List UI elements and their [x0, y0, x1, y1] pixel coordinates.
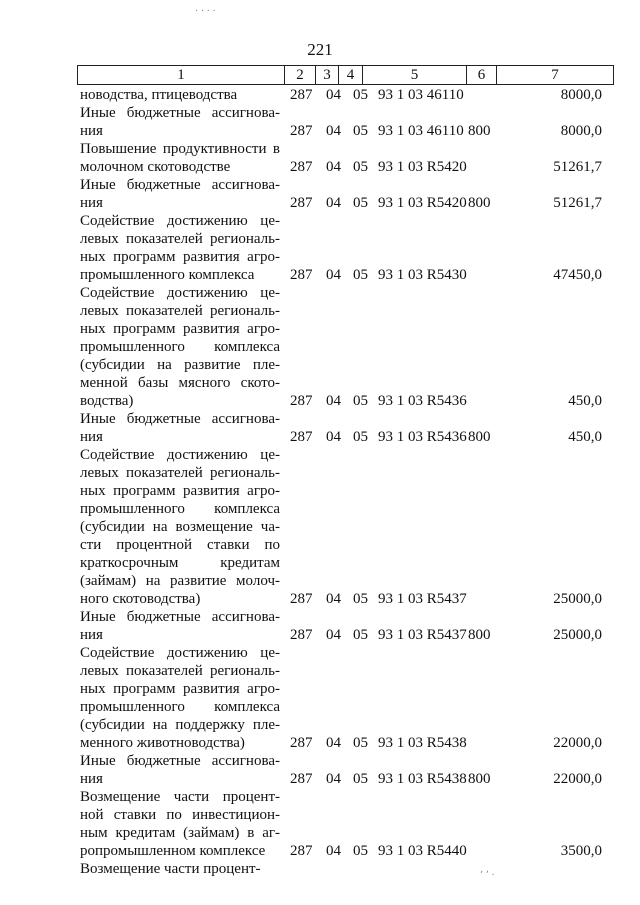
row-amount: 51261,7	[553, 159, 602, 175]
row-name	[80, 860, 280, 878]
header-col-1: 1	[77, 65, 285, 85]
row-target-article: 93 1 03 R5436	[378, 429, 467, 445]
row-target-article: 93 1 03 R5420	[378, 195, 467, 211]
row-podrazdel: 05	[353, 591, 368, 607]
row-ved: 287	[290, 195, 313, 211]
row-name-line: (займам) на развитие молоч-	[80, 573, 280, 589]
table-row	[0, 644, 640, 752]
row-razdel: 04	[326, 627, 341, 643]
row-name	[80, 86, 280, 104]
row-podrazdel: 05	[353, 771, 368, 787]
row-name-line: Содействие достижению це-	[80, 285, 280, 301]
row-name-line: ния	[80, 771, 103, 787]
row-name-line: ного скотоводства)	[80, 591, 201, 607]
row-razdel: 04	[326, 771, 341, 787]
table-row	[0, 860, 640, 878]
row-name	[80, 446, 280, 608]
row-target-article: 93 1 03 R5420	[378, 159, 467, 175]
row-name-line: промышленного комплекса	[80, 501, 280, 517]
row-name-line: левых показателей региональ-	[80, 303, 280, 319]
row-target-article: 93 1 03 R5437	[378, 627, 467, 643]
row-name-line: Содействие достижению це-	[80, 447, 280, 463]
row-expense-type: 800	[468, 195, 491, 211]
table-row	[0, 410, 640, 446]
scan-mark: · · · ·	[195, 6, 216, 17]
row-name	[80, 104, 280, 140]
row-name	[80, 752, 280, 788]
row-amount: 51261,7	[553, 195, 602, 211]
header-col-7: 7	[496, 65, 614, 85]
row-name-line: ным кредитам (займам) в аг-	[80, 825, 280, 841]
row-name-line: ных программ развития агро-	[80, 681, 280, 697]
table-row	[0, 212, 640, 284]
row-amount: 25000,0	[553, 627, 602, 643]
table-row	[0, 140, 640, 176]
row-podrazdel: 05	[353, 87, 368, 103]
row-podrazdel: 05	[353, 195, 368, 211]
row-ved: 287	[290, 735, 313, 751]
row-name-line: левых показателей региональ-	[80, 231, 280, 247]
table-header	[77, 65, 614, 85]
row-name-line: Повышение продуктивности в	[80, 141, 280, 157]
row-target-article: 93 1 03 46110	[378, 87, 464, 103]
row-amount: 47450,0	[553, 267, 602, 283]
row-name-line: Иные бюджетные ассигнова-	[80, 609, 280, 625]
row-ved: 287	[290, 159, 313, 175]
row-target-article: 93 1 03 R5440	[378, 843, 467, 859]
row-amount: 450,0	[568, 429, 602, 445]
row-name	[80, 644, 280, 752]
row-name-line: Возмещение части процент-	[80, 789, 280, 805]
row-razdel: 04	[326, 843, 341, 859]
row-name-line: молочном скотоводстве	[80, 159, 231, 175]
header-col-6: 6	[466, 65, 497, 85]
row-name	[80, 410, 280, 446]
row-amount: 8000,0	[560, 123, 602, 139]
row-name-line: менной базы мясного ското-	[80, 375, 280, 391]
row-name-line: ных программ развития агро-	[80, 249, 280, 265]
header-col-3: 3	[315, 65, 339, 85]
row-name-line: (субсидии на развитие пле-	[80, 357, 280, 373]
row-ved: 287	[290, 87, 313, 103]
row-podrazdel: 05	[353, 429, 368, 445]
table-row	[0, 446, 640, 608]
table-row	[0, 104, 640, 140]
row-ved: 287	[290, 843, 313, 859]
table-row	[0, 752, 640, 788]
row-name-line: (субсидии на возмещение ча-	[80, 519, 280, 535]
table-row	[0, 86, 640, 104]
row-name-line: сти процентной ставки по	[80, 537, 280, 553]
row-amount: 22000,0	[553, 771, 602, 787]
table-row	[0, 176, 640, 212]
row-name-line: Содействие достижению це-	[80, 645, 280, 661]
row-podrazdel: 05	[353, 735, 368, 751]
row-target-article: 93 1 03 R5436	[378, 393, 467, 409]
table-row	[0, 284, 640, 410]
row-name	[80, 212, 280, 284]
row-name-line: ной ставки по инвестицион-	[80, 807, 280, 823]
row-name-line: Иные бюджетные ассигнова-	[80, 411, 280, 427]
row-name-line: ния	[80, 123, 103, 139]
row-ved: 287	[290, 123, 313, 139]
row-expense-type: 800	[468, 429, 491, 445]
row-podrazdel: 05	[353, 123, 368, 139]
row-amount: 22000,0	[553, 735, 602, 751]
row-expense-type: 800	[468, 771, 491, 787]
row-name-line: менного животноводства)	[80, 735, 245, 751]
row-name-line: ния	[80, 429, 103, 445]
row-ved: 287	[290, 771, 313, 787]
row-name-line: промышленного комплекса	[80, 267, 255, 283]
row-target-article: 93 1 03 R5430	[378, 267, 467, 283]
row-name-line: левых показателей региональ-	[80, 465, 280, 481]
table-row	[0, 788, 640, 860]
row-name-line: ния	[80, 195, 103, 211]
table-row	[0, 608, 640, 644]
row-podrazdel: 05	[353, 267, 368, 283]
row-razdel: 04	[326, 267, 341, 283]
row-razdel: 04	[326, 735, 341, 751]
row-name-line: новодства, птицеводства	[80, 87, 238, 103]
row-podrazdel: 05	[353, 393, 368, 409]
row-ved: 287	[290, 393, 313, 409]
scan-mark: ٬ ٬ ·	[480, 870, 495, 881]
row-razdel: 04	[326, 591, 341, 607]
row-podrazdel: 05	[353, 159, 368, 175]
row-name-line: (субсидии на поддержку пле-	[80, 717, 280, 733]
row-name-line: Возмещение части процент-	[80, 861, 261, 877]
row-name-line: краткосрочным кредитам	[80, 555, 280, 571]
row-podrazdel: 05	[353, 627, 368, 643]
row-ved: 287	[290, 429, 313, 445]
row-podrazdel: 05	[353, 843, 368, 859]
row-name-line: Содействие достижению це-	[80, 213, 280, 229]
row-razdel: 04	[326, 159, 341, 175]
row-expense-type: 800	[468, 627, 491, 643]
row-name	[80, 140, 280, 176]
row-amount: 8000,0	[560, 87, 602, 103]
row-expense-type: 800	[468, 123, 491, 139]
row-name-line: ных программ развития агро-	[80, 321, 280, 337]
row-name-line: Иные бюджетные ассигнова-	[80, 105, 280, 121]
row-name	[80, 176, 280, 212]
header-col-4: 4	[338, 65, 363, 85]
row-amount: 450,0	[568, 393, 602, 409]
row-name-line: Иные бюджетные ассигнова-	[80, 753, 280, 769]
row-name-line: ропромышленном комплексе	[80, 843, 266, 859]
row-razdel: 04	[326, 429, 341, 445]
row-ved: 287	[290, 591, 313, 607]
row-name-line: ных программ развития агро-	[80, 483, 280, 499]
row-target-article: 93 1 03 R5438	[378, 735, 467, 751]
row-target-article: 93 1 03 R5438	[378, 771, 467, 787]
row-name-line: левых показателей региональ-	[80, 663, 280, 679]
row-razdel: 04	[326, 393, 341, 409]
row-amount: 25000,0	[553, 591, 602, 607]
row-name-line: промышленного комплекса	[80, 699, 280, 715]
header-col-5: 5	[362, 65, 467, 85]
header-col-2: 2	[284, 65, 316, 85]
row-name-line: промышленного комплекса	[80, 339, 280, 355]
row-razdel: 04	[326, 195, 341, 211]
row-name-line: водства)	[80, 393, 134, 409]
row-ved: 287	[290, 267, 313, 283]
row-razdel: 04	[326, 87, 341, 103]
page-number: 221	[307, 40, 333, 59]
row-name-line: Иные бюджетные ассигнова-	[80, 177, 280, 193]
row-name	[80, 788, 280, 860]
row-ved: 287	[290, 627, 313, 643]
row-name-line: ния	[80, 627, 103, 643]
row-target-article: 93 1 03 46110	[378, 123, 464, 139]
row-razdel: 04	[326, 123, 341, 139]
row-target-article: 93 1 03 R5437	[378, 591, 467, 607]
row-amount: 3500,0	[560, 843, 602, 859]
row-name	[80, 608, 280, 644]
row-name	[80, 284, 280, 410]
